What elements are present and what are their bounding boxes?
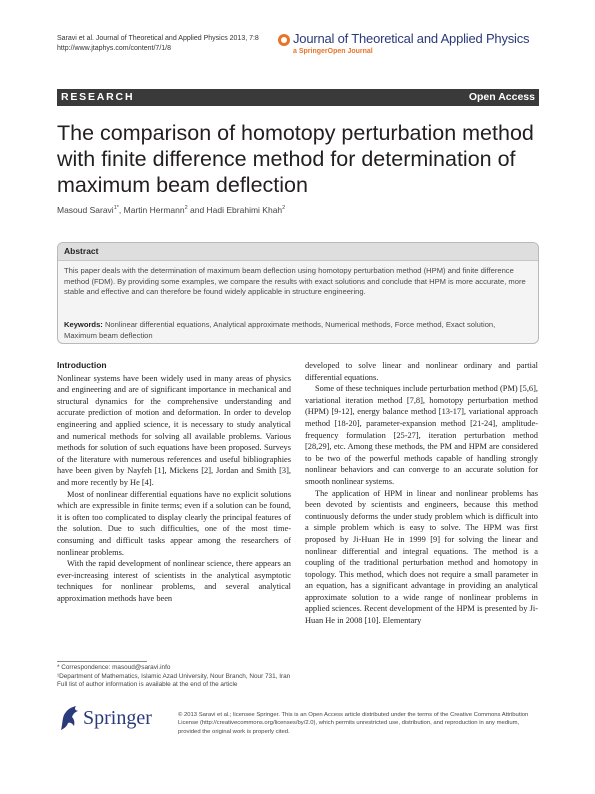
author-info-note: Full list of author information is available at the end of the article [57, 681, 238, 689]
keywords [64, 320, 529, 341]
footnotes [57, 664, 291, 690]
journal-subtitle: a SpringerOpen Journal [293, 48, 373, 55]
author-affiliation-marker: 1* [113, 205, 119, 212]
author-name: Martin Hermann [123, 205, 185, 215]
body-paragraph: developed to solve linear and nonlinear ordinary and partial differential equations. [305, 361, 538, 382]
journal-logo [278, 31, 540, 61]
springer-logo [57, 704, 167, 734]
article-type-banner [57, 89, 539, 106]
article-title: The comparison of homotopy perturbation method with finite difference method for determination of maximum beam deflection [57, 121, 534, 197]
section-heading: Introduction [57, 360, 107, 370]
article-type-label: RESEARCH [61, 91, 135, 103]
journal-name: Journal of Theoretical and Applied Physics [293, 31, 530, 46]
springeropen-mark-icon [278, 34, 290, 46]
author-name: Hadi Ebrahimi Khah [206, 205, 283, 215]
open-access-label: Open Access [468, 91, 535, 103]
body-paragraph: Nonlinear systems have been widely used in many areas of physics and engineering and are of significant importance in mechanical and structural dynamics for the comprehensive understanding and accurate prediction of motion and deformation. In order to develop engineering and applied science, it is necessary to study analytical and numerical methods for solving all available problems. Various methods for solution of such equations have been proposed. Surveys of the literature with numerous references and useful bibliographies have been given by Nayfeh [1], Mickens [2], Jordan and Smith [3], and more recently by He [4]. [57, 373, 291, 487]
body-paragraph: Some of these techniques include perturbation method (PM) [5,6], variational iteration method [7,8], homotopy perturbation method (HPM) [9-12], energy balance method [13-17], variational approach method [18-20], parameter-expansion method [21-24], amplitude-frequency formulation [25-27], iteration perturbation method [28,29], etc. Among these methods, the PM and HPM are considered to be two of the powerful methods capable of handling strongly nonlinear behaviors and can converge to an accurate solution for smooth nonlinear systems. [305, 384, 538, 486]
abstract-text: This paper deals with the determination of maximum beam deflection using homotopy perturbation method (HPM) and finite difference method (FDM). By providing some examples, we compare the results with exact solutions and conclude that HPM is more accurate, more stable and effective and can therefore be found widely applicable in structure engineering. [64, 266, 526, 297]
author-list [57, 205, 285, 215]
body-column-right [305, 360, 538, 627]
abstract-box [57, 242, 539, 344]
abstract-heading: Abstract [64, 246, 99, 256]
springer-horse-icon [57, 704, 81, 732]
keywords-list: Nonlinear differential equations, Analytical approximate methods, Numerical methods, Force method, Exact solution, Maximum beam deflection [64, 320, 496, 340]
abstract-header [58, 243, 538, 261]
footnote-divider [57, 661, 147, 662]
citation-line: Saravi et al. Journal of Theoretical and Applied Physics 2013, 7:8 [57, 35, 259, 42]
affiliation-note: ¹Department of Mathematics, Islamic Azad University, Nour Branch, Nour 731, Iran [57, 672, 291, 680]
license-statement: © 2013 Saravi et al.; licensee Springer. This is an Open Access article distributed under the terms of the Creative Commons Attribution License (http://creativecommons.org/licenses/by/2.0), which permits unrestricted use, distribution, and reproduction in any medium, provided the original work is properly cited. [178, 712, 529, 735]
body-paragraph: Most of nonlinear differential equations have no explicit solutions which are expressible in finite terms; even if a solution can be found, it is often too complicated to display clearly the principal features of the solution. Due to such difficulties, one of the most time-consuming and difficult tasks appear among the researchers of nonlinear problems. [57, 489, 291, 557]
citation-header [57, 34, 259, 53]
author-separator: and [187, 205, 207, 215]
publisher-name: Springer [83, 707, 152, 729]
author-affiliation-marker: 2 [184, 205, 188, 212]
body-column-left [57, 360, 291, 604]
author-separator: , [118, 205, 124, 215]
keywords-label: Keywords: [64, 320, 103, 329]
citation-url[interactable]: http://www.jtaphys.com/content/7/1/8 [57, 44, 172, 52]
body-paragraph: With the rapid development of nonlinear science, there appears an ever-increasing interest of scientists in the analytical asymptotic techniques for nonlinear problems, and several analytical approximation methods have been [57, 559, 291, 603]
body-paragraph: The application of HPM in linear and nonlinear problems has been devoted by scientists and engineers, because this method continuously deforms the under study problem which is difficult into a simple problem which is easy to solve. The HPM was first proposed by Ji-Huan He in 1999 [9] for solving the linear and nonlinear differential and integral equations. The method is a coupling of the traditional perturbation method and homotopy in topology. This method, which does not require a small parameter in an equation, has a significant advantage in providing an analytical approximate solution to a wide range of nonlinear problems in applied sciences. Recent development of the HPM is presented by Ji-Huan He in 2008 [10]. Elementary [305, 488, 538, 626]
author-name: Masoud Saravi [57, 205, 114, 215]
author-affiliation-marker: 2 [282, 205, 286, 212]
correspondence-note: * Correspondence: masoud@saravi.info [57, 664, 171, 671]
